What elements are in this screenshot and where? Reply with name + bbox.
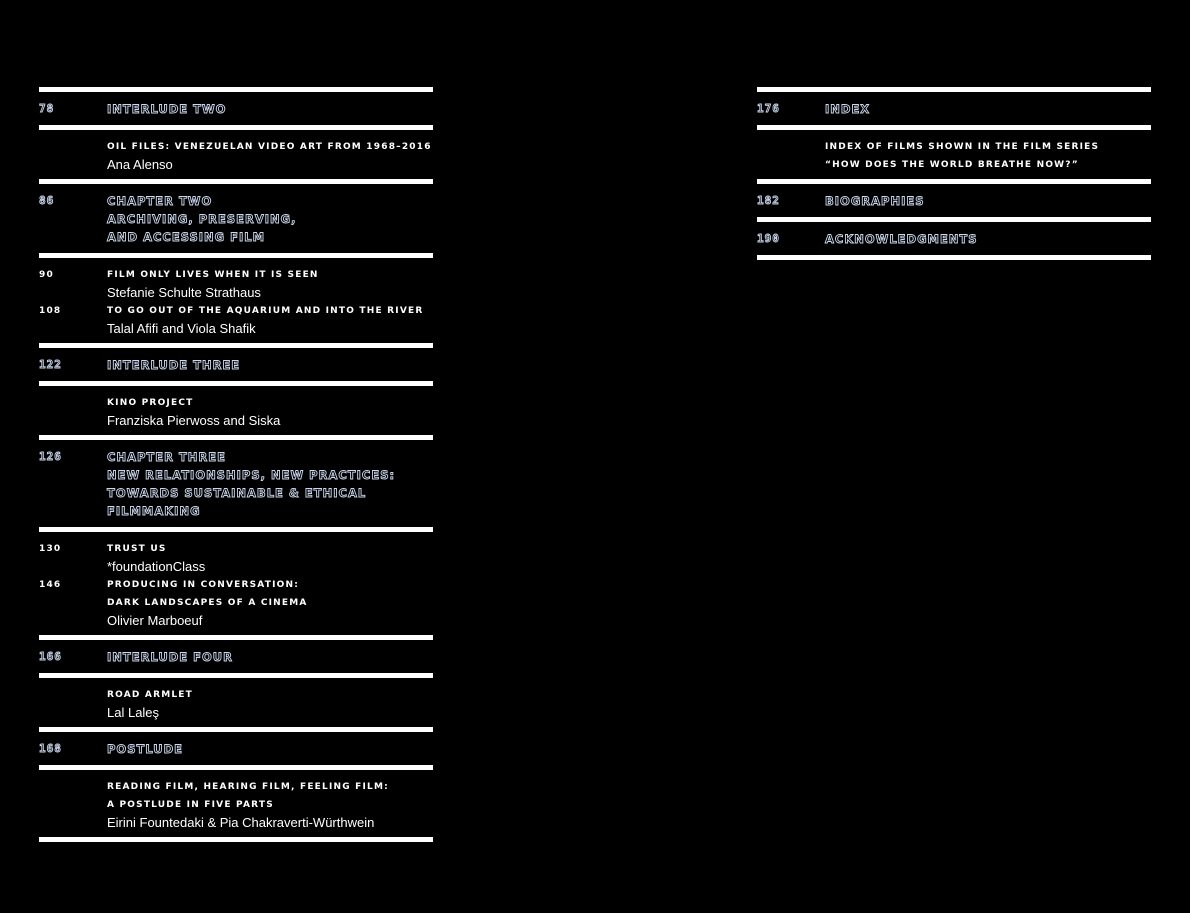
toc-entries xyxy=(39,130,433,179)
section-title xyxy=(107,448,395,520)
page-number: 168 xyxy=(39,742,62,755)
toc-section-index[interactable] xyxy=(757,92,1151,125)
toc-section-interlude-two[interactable] xyxy=(39,92,433,125)
toc-entries xyxy=(39,258,433,343)
entry-author: Olivier Marboeuf xyxy=(107,613,203,628)
entry-title: KINO PROJECT xyxy=(107,398,194,408)
page-number: 146 xyxy=(39,580,62,590)
entry-author: Franziska Pierwoss and Siska xyxy=(107,413,281,428)
chapter-title-line: TOWARDS SUSTAINABLE & ETHICAL xyxy=(107,486,367,500)
page-number: 126 xyxy=(39,450,62,463)
divider xyxy=(39,837,433,842)
page-number: 130 xyxy=(39,544,62,554)
entry-title: TO GO OUT OF THE AQUARIUM AND INTO THE RIVER xyxy=(107,306,424,316)
toc-entries xyxy=(39,770,433,837)
page-number: 78 xyxy=(39,102,55,115)
toc-section-postlude[interactable] xyxy=(39,732,433,765)
chapter-title-line: ARCHIVING, PRESERVING, xyxy=(107,212,297,226)
toc-section-interlude-four[interactable] xyxy=(39,640,433,673)
entry-title-line: DARK LANDSCAPES OF A CINEMA xyxy=(107,598,308,608)
page-number: 108 xyxy=(39,306,62,316)
section-title: INTERLUDE THREE xyxy=(107,358,241,372)
section-title: POSTLUDE xyxy=(107,742,183,756)
page-number: 176 xyxy=(757,102,780,115)
entry-author: Eirini Fountedaki & Pia Chakraverti-Würthwein xyxy=(107,815,375,830)
toc-section-interlude-three[interactable] xyxy=(39,348,433,381)
page-number: 182 xyxy=(757,194,780,207)
page-number: 190 xyxy=(757,232,780,245)
section-title xyxy=(107,192,296,246)
entry-title-line: A POSTLUDE IN FIVE PARTS xyxy=(107,800,274,810)
toc-right-column xyxy=(757,87,1151,260)
toc-section-chapter-three[interactable] xyxy=(39,440,433,527)
toc-entry[interactable] xyxy=(39,540,433,576)
divider xyxy=(757,255,1151,260)
page-number: 86 xyxy=(39,194,55,207)
section-title: ACKNOWLEDGMENTS xyxy=(825,232,978,246)
toc-entry[interactable] xyxy=(39,138,433,174)
toc-entry[interactable] xyxy=(39,686,433,722)
entry-author: *foundationClass xyxy=(107,559,206,574)
entry-author: Lal Laleş xyxy=(107,705,160,720)
toc-entries xyxy=(39,386,433,435)
page-number: 90 xyxy=(39,270,54,280)
entry-author: Talal Afifi and Viola Shafik xyxy=(107,321,256,336)
entry-title: READING FILM, HEARING FILM, FEELING FILM: xyxy=(107,782,389,792)
chapter-title-line: NEW RELATIONSHIPS, NEW PRACTICES: xyxy=(107,468,396,482)
toc-entry[interactable] xyxy=(757,138,1151,174)
toc-left-column xyxy=(39,87,433,842)
entry-title: ROAD ARMLET xyxy=(107,690,193,700)
toc-entry[interactable] xyxy=(39,576,433,630)
toc-section-chapter-two[interactable] xyxy=(39,184,433,253)
page-number: 166 xyxy=(39,650,62,663)
chapter-label: CHAPTER TWO xyxy=(107,194,213,208)
toc-section-acknowledgments[interactable] xyxy=(757,222,1151,255)
entry-author: Stefanie Schulte Strathaus xyxy=(107,285,261,300)
chapter-label: CHAPTER THREE xyxy=(107,450,226,464)
entry-title-line: “HOW DOES THE WORLD BREATHE NOW?” xyxy=(825,160,1079,170)
toc-entries xyxy=(757,130,1151,179)
toc-entry[interactable] xyxy=(39,394,433,430)
chapter-title-line: AND ACCESSING FILM xyxy=(107,230,266,244)
toc-entry[interactable] xyxy=(39,302,433,338)
toc-entry[interactable] xyxy=(39,778,433,832)
page-number: 122 xyxy=(39,358,62,371)
entry-author: Ana Alenso xyxy=(107,157,173,172)
entry-title: OIL FILES: VENEZUELAN VIDEO ART FROM 1968–2016 xyxy=(107,142,432,152)
entry-title: PRODUCING IN CONVERSATION: xyxy=(107,580,300,590)
entry-title: FILM ONLY LIVES WHEN IT IS SEEN xyxy=(107,270,319,280)
toc-entries xyxy=(39,678,433,727)
section-title: INTERLUDE TWO xyxy=(107,102,227,116)
section-title: INDEX xyxy=(825,102,871,116)
chapter-title-line: FILMMAKING xyxy=(107,504,201,518)
section-title: INTERLUDE FOUR xyxy=(107,650,233,664)
section-title: BIOGRAPHIES xyxy=(825,194,925,208)
entry-title: INDEX OF FILMS SHOWN IN THE FILM SERIES xyxy=(825,142,1100,152)
toc-entry[interactable] xyxy=(39,266,433,302)
toc-section-biographies[interactable] xyxy=(757,184,1151,217)
toc-entries xyxy=(39,532,433,635)
entry-title: TRUST US xyxy=(107,544,167,554)
